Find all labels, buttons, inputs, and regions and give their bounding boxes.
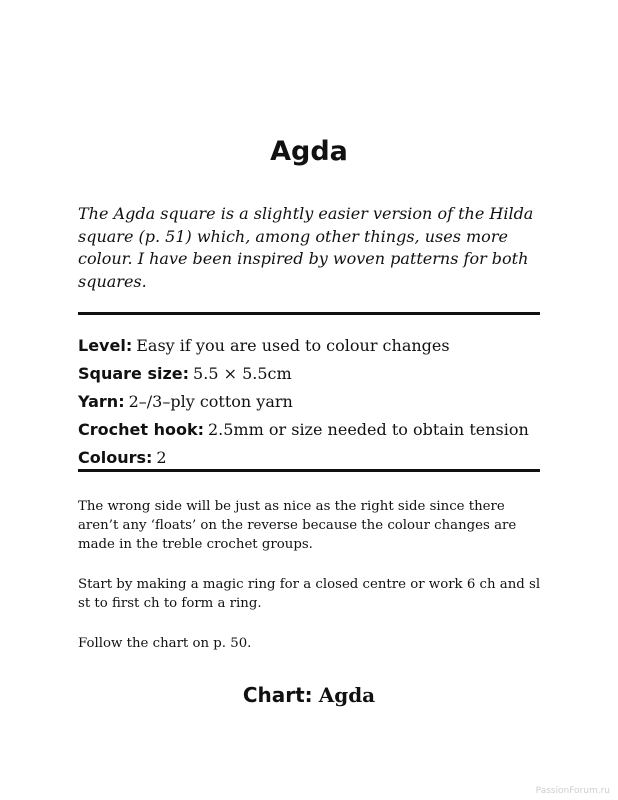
intro-paragraph: The Agda square is a slightly easier version of the Hilda square (p. 51) which, among other things, uses more colour. I have been inspired by woven patterns for both squares.	[78, 204, 534, 291]
spec-yarn	[78, 388, 548, 416]
chart-heading-label: Chart:	[242, 683, 313, 707]
spec-crochet-hook	[78, 416, 548, 444]
spec-value: 2.5mm or size needed to obtain tension	[207, 420, 529, 439]
body-paragraph-start: Start by making a magic ring for a closed centre or work 6 ch and sl st to first ch to form a ring.	[78, 577, 541, 611]
pattern-specs	[78, 332, 548, 472]
spec-label: Square size:	[78, 364, 190, 383]
spec-label: Colours:	[78, 448, 153, 467]
body-paragraph-wrong-side: The wrong side will be just as nice as the right side since there aren’t any ‘floats’ on the reverse because the colour changes are made in the treble crochet groups.	[78, 499, 517, 552]
top-divider	[78, 312, 540, 315]
spec-level	[78, 332, 548, 360]
spec-value: 5.5 × 5.5cm	[193, 364, 292, 383]
watermark: PassionForum.ru	[535, 786, 610, 796]
bottom-divider	[78, 469, 540, 472]
spec-label: Level:	[78, 336, 133, 355]
page-title: Agda	[270, 136, 348, 167]
spec-value: Easy if you are used to colour changes	[136, 336, 450, 355]
spec-value: 2–/3–ply cotton yarn	[128, 392, 293, 411]
spec-colours	[78, 444, 548, 472]
spec-label: Yarn:	[78, 392, 125, 411]
chart-heading-name: Agda	[318, 683, 376, 707]
body-paragraph-follow-chart: Follow the chart on p. 50.	[78, 636, 252, 651]
spec-label: Crochet hook:	[78, 420, 204, 439]
chart-heading	[0, 682, 618, 709]
spec-square-size	[78, 360, 548, 388]
spec-value: 2	[156, 448, 167, 467]
